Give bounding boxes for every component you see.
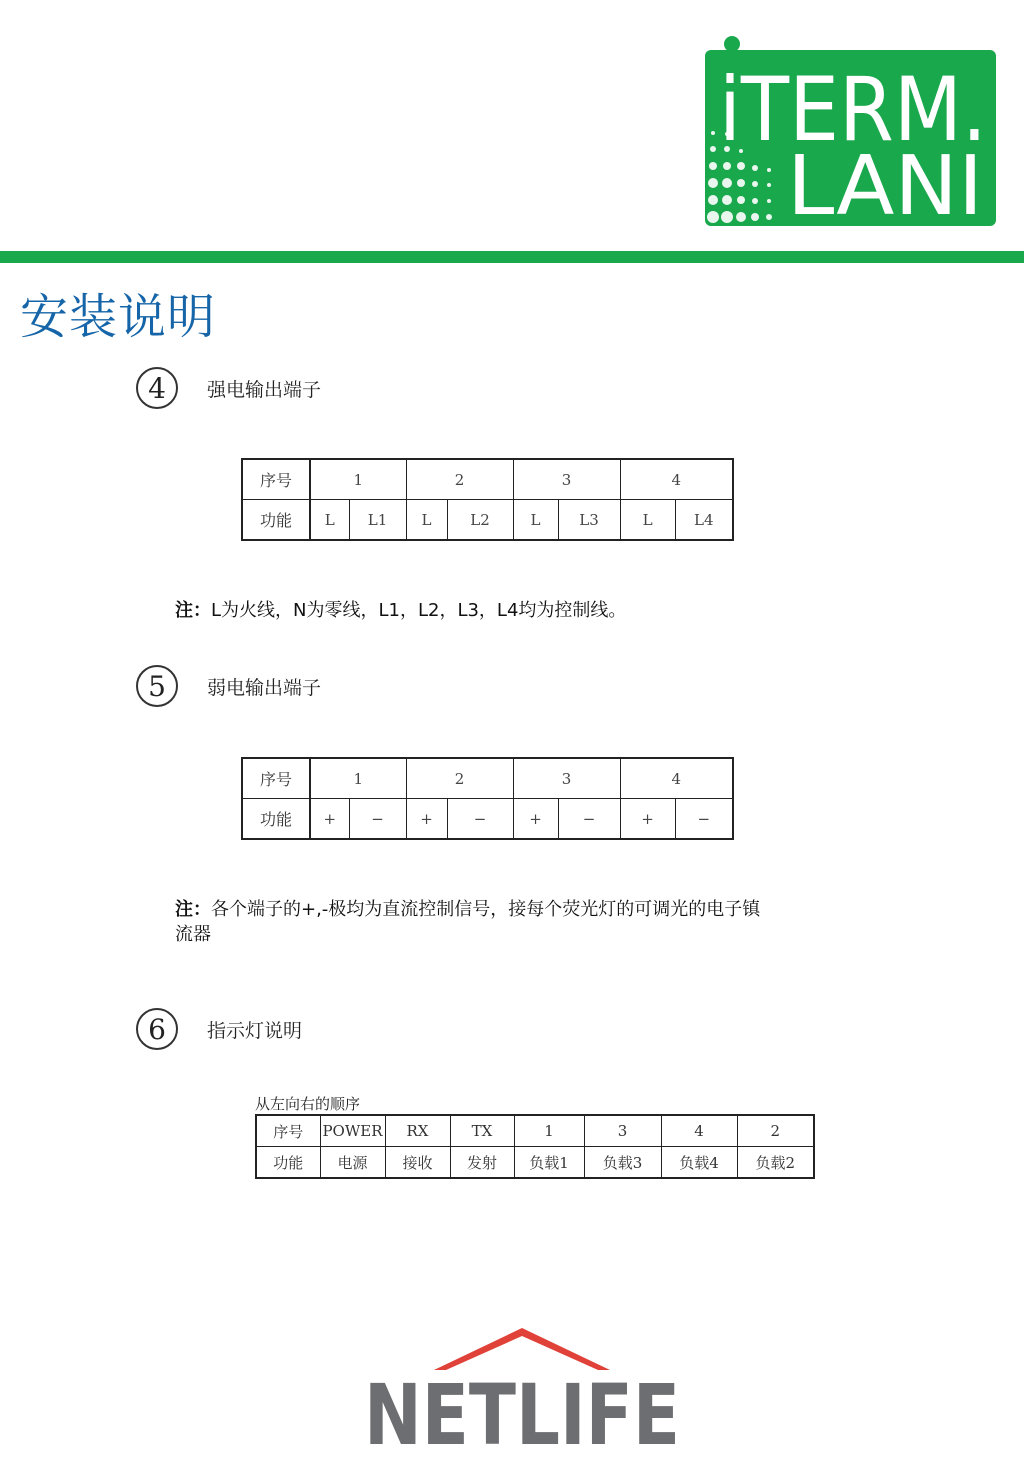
header-divider-bar xyxy=(0,251,1024,263)
note-label: 注： xyxy=(175,600,211,621)
table-cell: − xyxy=(558,799,620,840)
table-cell: L xyxy=(513,500,558,541)
table-cell: RX xyxy=(385,1115,450,1147)
table-cell: 1 xyxy=(514,1115,584,1147)
table-cell: 1 xyxy=(310,758,406,799)
logo-bottom-text: NETLIFE xyxy=(364,1366,680,1464)
row-label: 功能 xyxy=(242,500,310,541)
page-title: 安装说明 xyxy=(20,289,217,345)
table-cell: 1 xyxy=(310,459,406,500)
section-number: 4 xyxy=(136,367,178,409)
table-cell: 4 xyxy=(620,758,733,799)
row-label: 序号 xyxy=(242,758,310,799)
note-line-1 xyxy=(175,897,760,922)
table-row xyxy=(256,1147,814,1179)
table-cell: L xyxy=(620,500,675,541)
table-cell: + xyxy=(620,799,675,840)
table-cell: 2 xyxy=(406,758,513,799)
section-title: 指示灯说明 xyxy=(207,1020,303,1042)
note-section-5 xyxy=(175,897,760,947)
table-cell: 发射 xyxy=(450,1147,514,1179)
logo-top-line1: iTERM. xyxy=(719,58,987,161)
section-number: 6 xyxy=(136,1008,178,1050)
row-label: 功能 xyxy=(242,799,310,840)
table-cell: 负载2 xyxy=(737,1147,814,1179)
table-row xyxy=(242,758,733,799)
power-output-terminal-table xyxy=(241,458,734,541)
note-line-2: 流器 xyxy=(175,924,211,945)
note-section-4 xyxy=(175,598,626,623)
note-label: 注： xyxy=(175,899,211,920)
table-cell: TX xyxy=(450,1115,514,1147)
table-cell: 功能 xyxy=(256,1147,320,1179)
roof-icon xyxy=(434,1328,610,1370)
table-cell: L4 xyxy=(675,500,733,541)
row-label: 序号 xyxy=(242,459,310,500)
section-title: 强电输出端子 xyxy=(207,379,322,401)
table-cell: L xyxy=(310,500,349,541)
table-row xyxy=(242,799,733,840)
signal-output-terminal-table xyxy=(241,757,734,840)
table-cell: L2 xyxy=(447,500,513,541)
table-cell: − xyxy=(447,799,513,840)
table-cell: + xyxy=(513,799,558,840)
table-cell: L1 xyxy=(349,500,406,541)
table-cell: 4 xyxy=(661,1115,737,1147)
table-cell: 3 xyxy=(584,1115,661,1147)
table-cell: L3 xyxy=(558,500,620,541)
table-cell: 序号 xyxy=(256,1115,320,1147)
iterm-lani-logo xyxy=(705,36,996,234)
section-title: 弱电输出端子 xyxy=(207,677,322,699)
table-cell: 3 xyxy=(513,459,620,500)
table-cell: L xyxy=(406,500,447,541)
table-cell: 负载4 xyxy=(661,1147,737,1179)
table-cell: + xyxy=(310,799,349,840)
indicator-light-table xyxy=(255,1114,815,1179)
table-cell: − xyxy=(349,799,406,840)
table-cell: 负载3 xyxy=(584,1147,661,1179)
table-cell: 2 xyxy=(406,459,513,500)
table-cell: 电源 xyxy=(320,1147,385,1179)
table-row xyxy=(242,500,733,541)
note-text: L为火线，N为零线，L1，L2，L3，L4均为控制线。 xyxy=(211,600,627,621)
netlife-logo xyxy=(364,1328,680,1464)
table-cell: POWER xyxy=(320,1115,385,1147)
logo-top-line2: LANI xyxy=(787,139,983,234)
note-text: 各个端子的+,-极均为直流控制信号，接每个荧光灯的可调光的电子镇 xyxy=(211,899,761,920)
table-cell: 4 xyxy=(620,459,733,500)
indicator-order-caption: 从左向右的顺序 xyxy=(255,1095,361,1113)
table-row xyxy=(256,1115,814,1147)
table-cell: + xyxy=(406,799,447,840)
section-number: 5 xyxy=(136,665,178,707)
table-cell: 负载1 xyxy=(514,1147,584,1179)
table-cell: 接收 xyxy=(385,1147,450,1179)
table-cell: 3 xyxy=(513,758,620,799)
table-row xyxy=(242,459,733,500)
table-cell: 2 xyxy=(737,1115,814,1147)
table-cell: − xyxy=(675,799,733,840)
